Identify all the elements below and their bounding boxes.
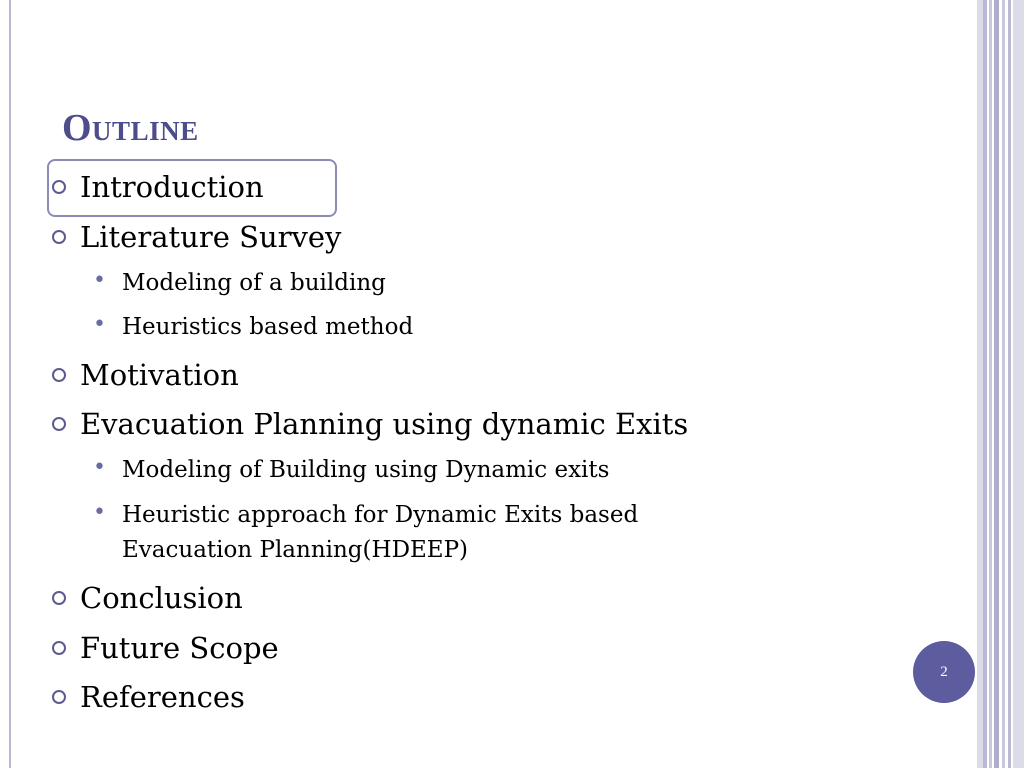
outline-item-introduction[interactable] — [52, 169, 264, 205]
outline-subitem-label: Modeling of Building using Dynamic exits — [122, 457, 610, 483]
outline-item-future-scope[interactable] — [52, 630, 279, 666]
outline-item-label: Evacuation Planning using dynamic Exits — [80, 407, 689, 441]
right-stripe-decoration — [1008, 0, 1011, 768]
outline-item-literature-survey[interactable] — [52, 219, 341, 255]
outline-item-label: Literature Survey — [80, 220, 342, 254]
circle-bullet-icon — [52, 591, 66, 605]
right-stripe-decoration — [1013, 0, 1024, 768]
outline-item-motivation[interactable] — [52, 357, 239, 393]
outline-item-conclusion[interactable] — [52, 580, 243, 616]
dot-bullet-icon: • — [93, 455, 106, 480]
circle-bullet-icon — [52, 641, 66, 655]
circle-bullet-icon — [52, 417, 66, 431]
circle-bullet-icon — [52, 180, 66, 194]
right-stripe-decoration — [989, 0, 992, 768]
outline-subitem-label: Heuristic approach for Dynamic Exits based Evacuation Planning(HDEEP) — [122, 502, 639, 563]
page-number-badge: 2 — [913, 641, 975, 703]
right-stripe-decoration — [983, 0, 987, 768]
right-stripe-decoration — [1002, 0, 1005, 768]
outline-subitem-label: Heuristics based method — [122, 314, 414, 340]
slide-title: Outline — [62, 107, 199, 149]
outline-item-label: Conclusion — [80, 581, 243, 615]
dot-bullet-icon: • — [93, 312, 106, 337]
left-border-line — [9, 0, 11, 768]
outline-subitem-modeling-building[interactable] — [93, 266, 762, 301]
outline-item-evacuation-planning[interactable] — [52, 406, 688, 442]
outline-item-references[interactable] — [52, 679, 245, 715]
circle-bullet-icon — [52, 368, 66, 382]
right-stripe-decoration — [994, 0, 999, 768]
outline-item-label: Introduction — [80, 170, 264, 204]
outline-subitem-hdeep[interactable] — [93, 498, 762, 568]
outline-subitem-modeling-dynamic-exits[interactable] — [93, 453, 762, 488]
dot-bullet-icon: • — [93, 500, 106, 525]
circle-bullet-icon — [52, 230, 66, 244]
outline-item-label: Motivation — [80, 358, 239, 392]
outline-subitem-heuristics-method[interactable] — [93, 310, 762, 345]
circle-bullet-icon — [52, 690, 66, 704]
outline-subitem-label: Modeling of a building — [122, 270, 386, 296]
dot-bullet-icon: • — [93, 268, 106, 293]
outline-item-label: Future Scope — [80, 631, 279, 665]
outline-item-label: References — [80, 680, 245, 714]
